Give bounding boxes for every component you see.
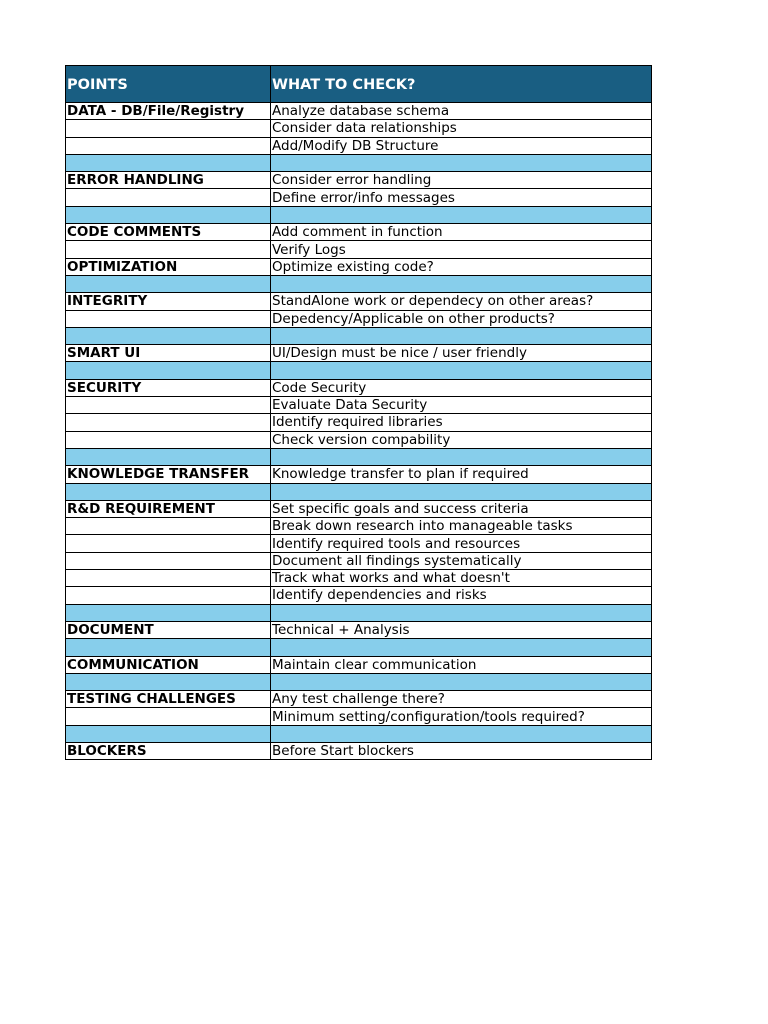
- checklist-table: [65, 65, 652, 760]
- spacer-cell: [271, 206, 652, 223]
- checklist-row: [66, 103, 652, 120]
- spacer-row: [66, 483, 652, 500]
- point-cell: INTEGRITY: [66, 293, 271, 310]
- point-cell: [66, 708, 271, 725]
- spacer-cell: [66, 206, 271, 223]
- point-cell: ERROR HANDLING: [66, 172, 271, 189]
- spacer-cell: [66, 362, 271, 379]
- checklist-row: [66, 587, 652, 604]
- check-cell: StandAlone work or dependecy on other areas?: [271, 293, 652, 310]
- checklist-row: [66, 570, 652, 587]
- check-cell: Evaluate Data Security: [271, 397, 652, 414]
- check-cell: Set specific goals and success criteria: [271, 500, 652, 517]
- spacer-row: [66, 362, 652, 379]
- spacer-cell: [271, 639, 652, 656]
- point-cell: [66, 310, 271, 327]
- checklist-row: [66, 189, 652, 206]
- checklist-row: [66, 379, 652, 396]
- checklist-row: [66, 708, 652, 725]
- check-cell: Track what works and what doesn't: [271, 570, 652, 587]
- check-cell: Knowledge transfer to plan if required: [271, 466, 652, 483]
- point-cell: DOCUMENT: [66, 621, 271, 638]
- checklist-row: [66, 310, 652, 327]
- point-cell: [66, 241, 271, 258]
- point-cell: SECURITY: [66, 379, 271, 396]
- spacer-cell: [66, 327, 271, 344]
- checklist-row: [66, 621, 652, 638]
- check-cell: Document all findings systematically: [271, 552, 652, 569]
- check-cell: Depedency/Applicable on other products?: [271, 310, 652, 327]
- spacer-row: [66, 673, 652, 690]
- spacer-row: [66, 154, 652, 171]
- point-cell: COMMUNICATION: [66, 656, 271, 673]
- header-row: [66, 66, 652, 103]
- spacer-row: [66, 639, 652, 656]
- checklist-row: [66, 656, 652, 673]
- point-cell: [66, 587, 271, 604]
- check-cell: Minimum setting/configuration/tools required?: [271, 708, 652, 725]
- check-cell: Any test challenge there?: [271, 691, 652, 708]
- check-cell: Check version compability: [271, 431, 652, 448]
- check-cell: Identify dependencies and risks: [271, 587, 652, 604]
- check-cell: Break down research into manageable tasks: [271, 518, 652, 535]
- spacer-cell: [271, 725, 652, 742]
- check-cell: Identify required tools and resources: [271, 535, 652, 552]
- spacer-row: [66, 604, 652, 621]
- point-cell: [66, 137, 271, 154]
- check-cell: Before Start blockers: [271, 742, 652, 759]
- checklist-row: [66, 137, 652, 154]
- point-cell: DATA - DB/File/Registry: [66, 103, 271, 120]
- spacer-row: [66, 327, 652, 344]
- spacer-cell: [66, 275, 271, 292]
- checklist-row: [66, 414, 652, 431]
- spacer-row: [66, 725, 652, 742]
- checklist-row: [66, 691, 652, 708]
- point-cell: [66, 570, 271, 587]
- check-cell: Add comment in function: [271, 224, 652, 241]
- checklist-row: [66, 345, 652, 362]
- checklist-row: [66, 241, 652, 258]
- spacer-cell: [66, 725, 271, 742]
- spacer-cell: [66, 483, 271, 500]
- checklist-row: [66, 293, 652, 310]
- spacer-cell: [66, 639, 271, 656]
- spacer-cell: [271, 604, 652, 621]
- spacer-cell: [66, 448, 271, 465]
- spacer-cell: [66, 604, 271, 621]
- checklist-row: [66, 552, 652, 569]
- check-cell: Consider data relationships: [271, 120, 652, 137]
- point-cell: TESTING CHALLENGES: [66, 691, 271, 708]
- point-cell: BLOCKERS: [66, 742, 271, 759]
- spacer-cell: [271, 362, 652, 379]
- check-cell: Technical + Analysis: [271, 621, 652, 638]
- point-cell: [66, 397, 271, 414]
- checklist-row: [66, 518, 652, 535]
- check-cell: Consider error handling: [271, 172, 652, 189]
- point-cell: R&D REQUIREMENT: [66, 500, 271, 517]
- spacer-cell: [66, 673, 271, 690]
- checklist-row: [66, 535, 652, 552]
- spacer-cell: [271, 673, 652, 690]
- points-column-header: POINTS: [66, 66, 271, 103]
- point-cell: OPTIMIZATION: [66, 258, 271, 275]
- checklist-row: [66, 431, 652, 448]
- point-cell: KNOWLEDGE TRANSFER: [66, 466, 271, 483]
- check-cell: Analyze database schema: [271, 103, 652, 120]
- spacer-cell: [271, 483, 652, 500]
- spacer-row: [66, 448, 652, 465]
- spacer-cell: [271, 275, 652, 292]
- check-cell: Define error/info messages: [271, 189, 652, 206]
- check-cell: Identify required libraries: [271, 414, 652, 431]
- what-to-check-column-header: WHAT TO CHECK?: [271, 66, 652, 103]
- checklist-row: [66, 500, 652, 517]
- check-cell: Code Security: [271, 379, 652, 396]
- check-cell: Optimize existing code?: [271, 258, 652, 275]
- checklist-row: [66, 224, 652, 241]
- point-cell: CODE COMMENTS: [66, 224, 271, 241]
- spacer-cell: [271, 448, 652, 465]
- check-cell: Maintain clear communication: [271, 656, 652, 673]
- point-cell: [66, 431, 271, 448]
- check-cell: UI/Design must be nice / user friendly: [271, 345, 652, 362]
- point-cell: [66, 552, 271, 569]
- checklist-body: [66, 103, 652, 760]
- point-cell: [66, 189, 271, 206]
- spacer-row: [66, 275, 652, 292]
- checklist-row: [66, 466, 652, 483]
- checklist-row: [66, 742, 652, 759]
- point-cell: [66, 414, 271, 431]
- point-cell: [66, 535, 271, 552]
- checklist-row: [66, 120, 652, 137]
- spacer-cell: [66, 154, 271, 171]
- checklist-row: [66, 172, 652, 189]
- spacer-cell: [271, 154, 652, 171]
- point-cell: [66, 518, 271, 535]
- spacer-row: [66, 206, 652, 223]
- point-cell: [66, 120, 271, 137]
- check-cell: Verify Logs: [271, 241, 652, 258]
- check-cell: Add/Modify DB Structure: [271, 137, 652, 154]
- checklist-row: [66, 258, 652, 275]
- point-cell: SMART UI: [66, 345, 271, 362]
- checklist-row: [66, 397, 652, 414]
- spacer-cell: [271, 327, 652, 344]
